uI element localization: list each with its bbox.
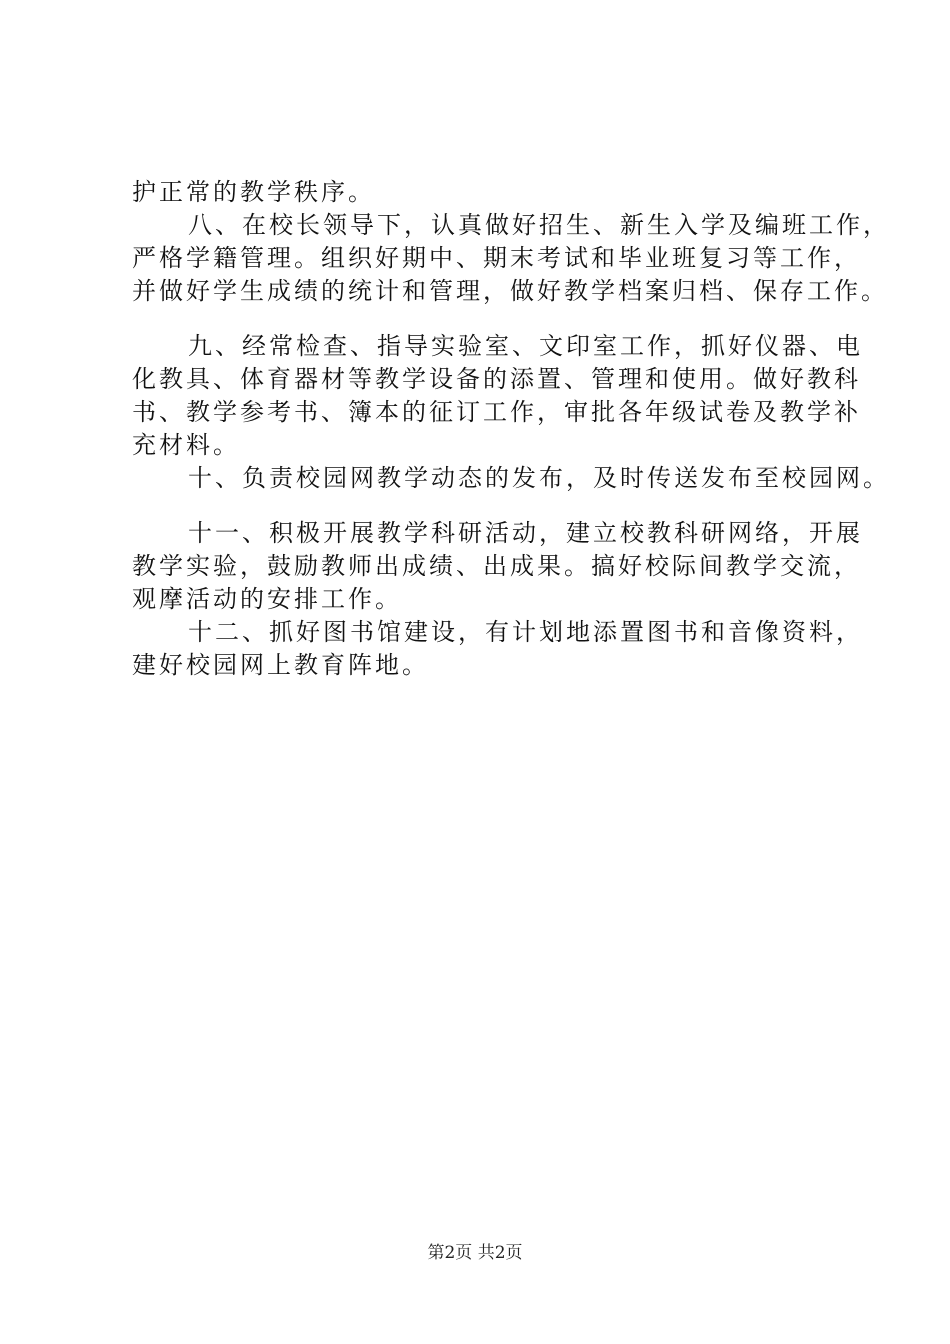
paragraph-8-line: 严格学籍管理。组织好期中、期末考试和毕业班复习等工作，: [132, 244, 861, 272]
document-body: [132, 176, 890, 682]
paragraph-9-line: 化教具、体育器材等教学设备的添置、管理和使用。做好教科: [132, 365, 861, 393]
paragraph-8-line: 并做好学生成绩的统计和管理，做好教学档案归档、保存工作。: [132, 277, 888, 305]
paragraph-9-line: 书、教学参考书、簿本的征订工作，审批各年级试卷及教学补: [132, 398, 861, 426]
page-footer: [0, 1241, 950, 1265]
paragraph-12-line: 十二、抓好图书馆建设，有计划地添置图书和音像资料，: [188, 618, 863, 646]
paragraph-11-line: 观摩活动的安排工作。: [132, 585, 402, 613]
paragraph-11-line: 教学实验，鼓励教师出成绩、出成果。搞好校际间教学交流，: [132, 552, 861, 580]
paragraph-12-line: 建好校园网上教育阵地。: [132, 651, 429, 679]
paragraph-11-line: 十一、积极开展教学科研活动，建立校教科研网络，开展: [188, 519, 863, 547]
paragraph-8-line: 八、在校长领导下，认真做好招生、新生入学及编班工作，: [188, 211, 890, 239]
paragraph-10-line: 十、负责校园网教学动态的发布，及时传送发布至校园网。: [188, 464, 890, 492]
paragraph-9-line: 九、经常检查、指导实验室、文印室工作，抓好仪器、电: [188, 332, 863, 360]
paragraph-9-line: 充材料。: [132, 431, 240, 459]
body-line: 护正常的教学秩序。: [132, 178, 375, 206]
page-number-label: 第2页 共2页: [427, 1243, 523, 1263]
